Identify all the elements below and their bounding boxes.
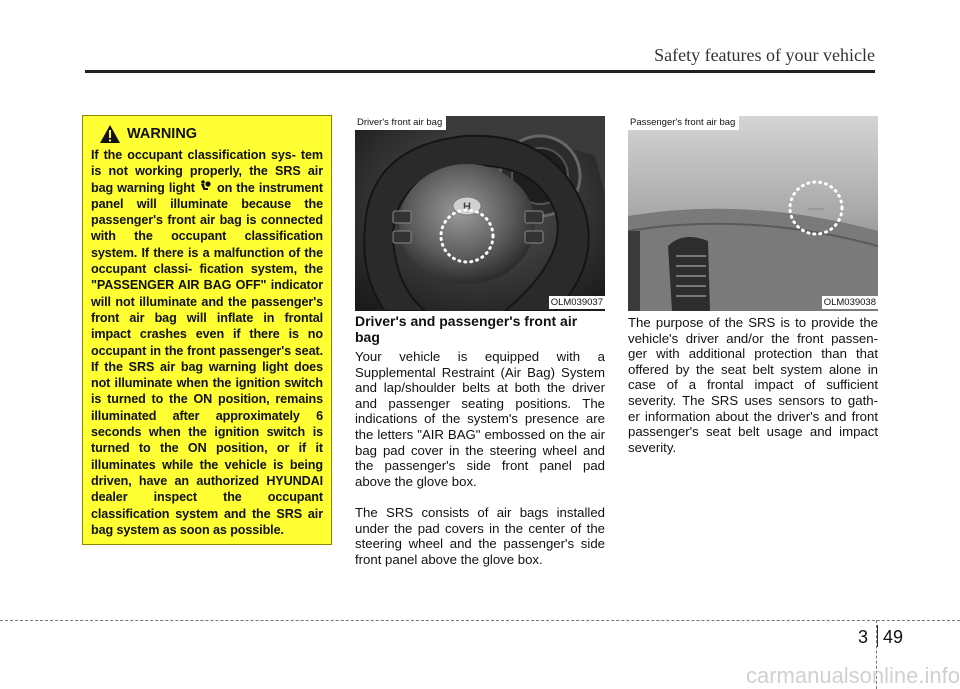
page-number: 49 [883, 627, 904, 647]
chapter-number: 3 [858, 627, 869, 647]
body-paragraph-1: Your vehicle is equipped with a Supplemental Restraint (Air Bag) System and lap/shoulder belts at both the driver and passenger seating positions. The indications of the system's presence are the letters "AIR BAG" embossed on the air bag pad cover in the steering wheel and the passenger's side front panel pad above the glove box. [355, 349, 605, 489]
svg-text:H: H [463, 201, 471, 213]
passenger-figure-code: OLM039038 [823, 297, 876, 308]
passenger-airbag-figure [628, 116, 878, 311]
warning-text-part1: If the occupant classification sys- tem is not working properly, the SRS air bag warning light [91, 148, 323, 195]
warning-text-part2: on the instrument panel will illuminate because the passenger's front air bag is connected with the occupant classification system. If there is a malfunction of the occupant classi- fication system, the "PASSENGER AIR BAG OFF" indicator will not illuminate and the passenger's front air bag will inflate in frontal impact crashes even if there is no occupant in the front passenger's seat. If the SRS air bag warning light does not illuminate when the ignition switch is turned to the ON position, remains illuminated after approximately 6 seconds when the ignition switch is turned to the ON position, or if it illuminates while the vehicle is being driven, have an authorized HYUNDAI dealer inspect the occupant classification system and the SRS air bag system as soon as possible. [91, 180, 323, 537]
body-paragraph-3: The purpose of the SRS is to provide the vehicle's driver and/or the front passen- ger with additional protection than that offered by the seat belt system alone in case of a frontal impact of sufficient severity. The SRS uses sensors to gath- er information about the driver's and front passenger's seat belt usage and impact severity. [628, 315, 878, 455]
body-paragraph-2: The SRS consists of air bags installed under the pad covers in the center of the steering wheel and the passenger's side front panel above the glove box. [355, 505, 605, 567]
warning-text [91, 147, 323, 538]
passenger-dashboard-illustration [628, 116, 878, 311]
warning-header [99, 124, 323, 144]
page-number-divider [877, 625, 878, 647]
section-heading: Driver's and passenger's front air bag [355, 313, 578, 345]
warning-box [82, 115, 332, 545]
header-rule [85, 70, 875, 73]
passenger-figure-caption: Passenger's front air bag [628, 116, 739, 130]
page-header-title: Safety features of your vehicle [654, 45, 875, 65]
warning-title: WARNING [127, 126, 198, 142]
steering-wheel-illustration [355, 116, 605, 311]
driver-figure-code: OLM039037 [550, 297, 603, 308]
driver-airbag-figure [355, 116, 605, 311]
warning-triangle-icon [99, 124, 121, 144]
airbag-warning-light-icon [197, 180, 211, 193]
footer-dashed-rule [0, 620, 960, 621]
driver-figure-caption: Driver's front air bag [355, 116, 446, 130]
watermark: carmanualsonline.info [745, 663, 960, 688]
